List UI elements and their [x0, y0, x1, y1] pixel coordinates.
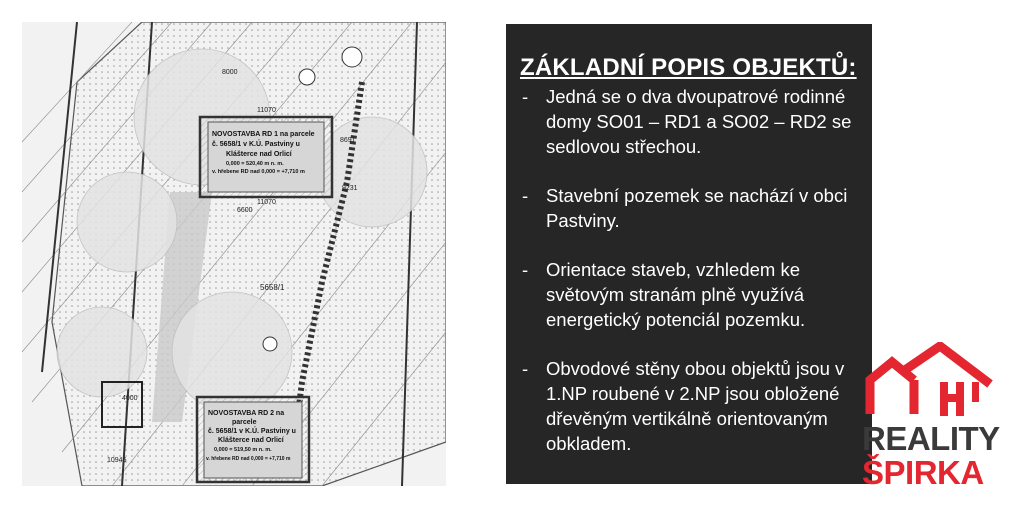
- rd2-label-3: č. 5658/1 v K.Ú. Pastviny u: [208, 428, 296, 435]
- list-item-text: Jedná se o dva dvoupatrové rodinné domy SO01 – RD1 a SO02 – RD2 se sedlovou střechou.: [546, 86, 852, 157]
- dim-label-8: 10945: [107, 457, 127, 464]
- rd2-label-4: Klášterce nad Orlicí: [218, 437, 284, 444]
- description-list: [520, 84, 866, 480]
- list-item-text: Orientace staveb, vzhledem ke světovým stranám plně využívá energetický potenciál pozemku.: [546, 259, 806, 330]
- list-item-text: Obvodové stěny obou objektů jsou v 1.NP roubené v 2.NP jsou obložené dřevěným vertikálně orientovaným obkladem.: [546, 358, 845, 454]
- dim-label-3: 8000: [222, 69, 238, 76]
- list-item-text: Stavební pozemek se nachází v obci Pastviny.: [546, 185, 848, 231]
- dim-label-6: 9231: [342, 185, 358, 192]
- dim-label-2: 11070: [257, 199, 276, 206]
- rd2-label-1: NOVOSTAVBA RD 2 na: [208, 410, 285, 417]
- parcel-number: 5658/1: [260, 283, 285, 292]
- rd1-label-5: v. hřebene RD nad 0,000 = +7,710 m: [212, 169, 305, 175]
- logo-text-reality: REALITY: [862, 420, 1000, 457]
- rd2-label-2: parcele: [232, 419, 257, 426]
- description-panel: [506, 24, 872, 484]
- site-plan-drawing: [22, 22, 446, 486]
- rd1-label-3: Klášterce nad Orlicí: [226, 151, 292, 158]
- rd2-label-5: 0,000 = 519,50 m n. m.: [214, 447, 272, 453]
- reality-spirka-logo: [862, 342, 1002, 494]
- list-dash: -: [522, 259, 529, 280]
- list-item: [520, 356, 866, 456]
- list-dash: -: [522, 185, 529, 206]
- logo-text-spirka: ŠPIRKA: [862, 454, 984, 491]
- rd1-label-2: č. 5658/1 v K.Ú. Pastviny u: [212, 141, 300, 148]
- rd2-label-6: v. hřebene RD nad 0,000 = +7,710 m: [206, 456, 291, 462]
- rd1-label-4: 0,000 = 520,40 m n. m.: [226, 161, 284, 167]
- panel-title: ZÁKLADNÍ POPIS OBJEKTŮ:: [520, 54, 857, 81]
- dim-label-1: 11070: [257, 107, 276, 114]
- dim-label-4: 6600: [237, 207, 253, 214]
- house-logo-icon: [862, 342, 1002, 422]
- list-item: [520, 183, 866, 233]
- rd1-label-1: NOVOSTAVBA RD 1 na parcele: [212, 131, 315, 138]
- dim-label-5: 8691: [340, 137, 356, 144]
- dim-label-7: 4000: [122, 395, 138, 402]
- list-item: [520, 257, 866, 332]
- list-dash: -: [522, 358, 529, 379]
- list-dash: -: [522, 86, 529, 107]
- list-item: [520, 84, 866, 159]
